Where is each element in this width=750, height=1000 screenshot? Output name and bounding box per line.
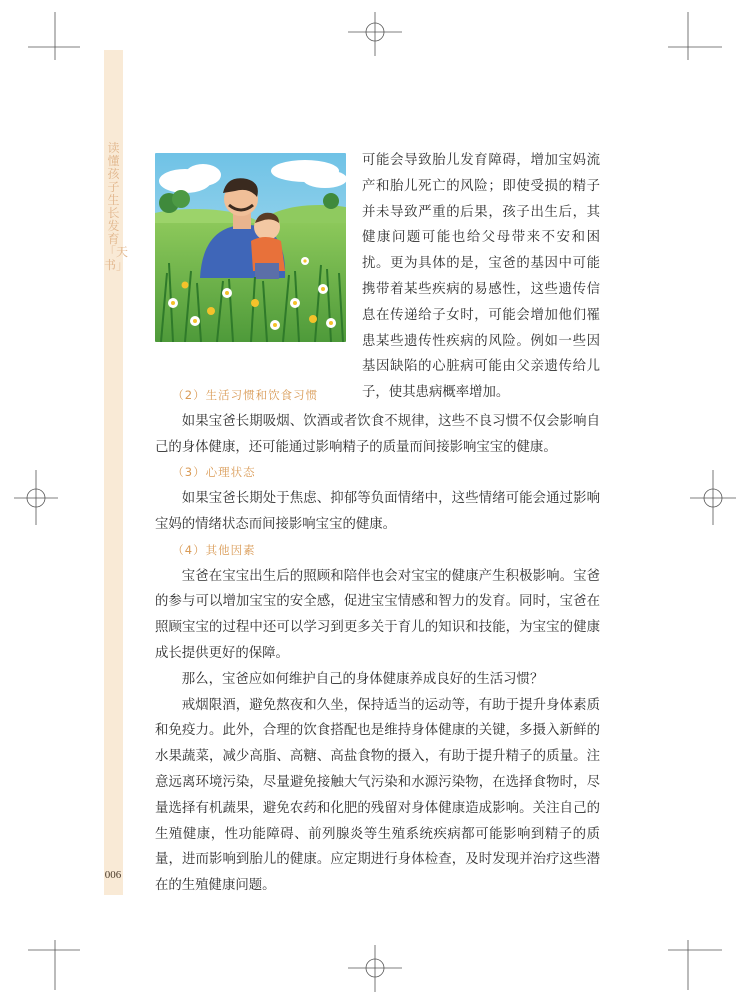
main-text-block [155, 383, 600, 899]
section-heading-other: （4）其他因素 [172, 542, 256, 557]
spine-book-title: 读懂孩子生长发育「天书」 [104, 141, 129, 272]
father-and-baby-in-meadow-illustration [155, 153, 346, 342]
father-baby-illustration [155, 153, 346, 342]
intro-text-block [362, 148, 600, 406]
genetic-paragraph: 可能会导致胎儿发育障碍，增加宝妈流产和胎儿死亡的风险；即使受损的精子并未导致严重的后果，孩子出生后，其健康问题可能也给父母带来不安和困扰。更为具体的是，宝爸的基因中可能携带着某些疾病的易感性，这些遗传信息在传递给子女时，可能会增加他们罹患某些遗传性疾病的风险。例如一些因基因缺陷的心脏病可能由父亲遗传给儿子，使其患病概率增加。 [362, 153, 600, 401]
section-heading-lifestyle: （2）生活习惯和饮食习惯 [172, 388, 319, 402]
answer-paragraph: 戒烟限酒，避免熬夜和久坐，保持适当的运动等，有助于提升身体素质和免疫力。此外，合理的饮食搭配也是维持身体健康的关键，多摄入新鲜的水果蔬菜，减少高脂、高糖、高盐食物的摄入，有助于提升精子的质量。注意远离环境污染，尽量避免接触大气污染和水源污染物，在选择食物时，尽量选择有机蔬果，避免农药和化肥的残留对身体健康造成影响。关注自己的生殖健康，性功能障碍、前列腺炎等生殖系统疾病都可能影响到精子的质量，进而影响到胎儿的健康。应定期进行身体检查，及时发现并治疗这些潜在的生殖健康问题。 [155, 697, 600, 894]
lifestyle-paragraph: 如果宝爸长期吸烟、饮酒或者饮食不规律，这些不良习惯不仅会影响自己的身体健康，还可能通过影响精子的质量而间接影响宝宝的健康。 [155, 413, 600, 455]
page-number: 006 [104, 869, 122, 881]
section-heading-mental: （3）心理状态 [172, 465, 256, 480]
question-paragraph: 那么，宝爸应如何维护自己的身体健康养成良好的生活习惯？ [181, 671, 544, 687]
mental-paragraph: 如果宝爸长期处于焦虑、抑郁等负面情绪中，这些情绪可能会通过影响宝妈的情绪状态而间接影响宝宝的健康。 [155, 491, 600, 532]
other-factors-paragraph: 宝爸在宝宝出生后的照顾和陪伴也会对宝宝的健康产生积极影响。宝爸的参与可以增加宝宝的安全感，促进宝宝情感和智力的发育。同时，宝爸在照顾宝宝的过程中还可以学习到更多关于育儿的知识和技能，为宝宝的健康成长提供更好的保障。 [155, 568, 600, 661]
